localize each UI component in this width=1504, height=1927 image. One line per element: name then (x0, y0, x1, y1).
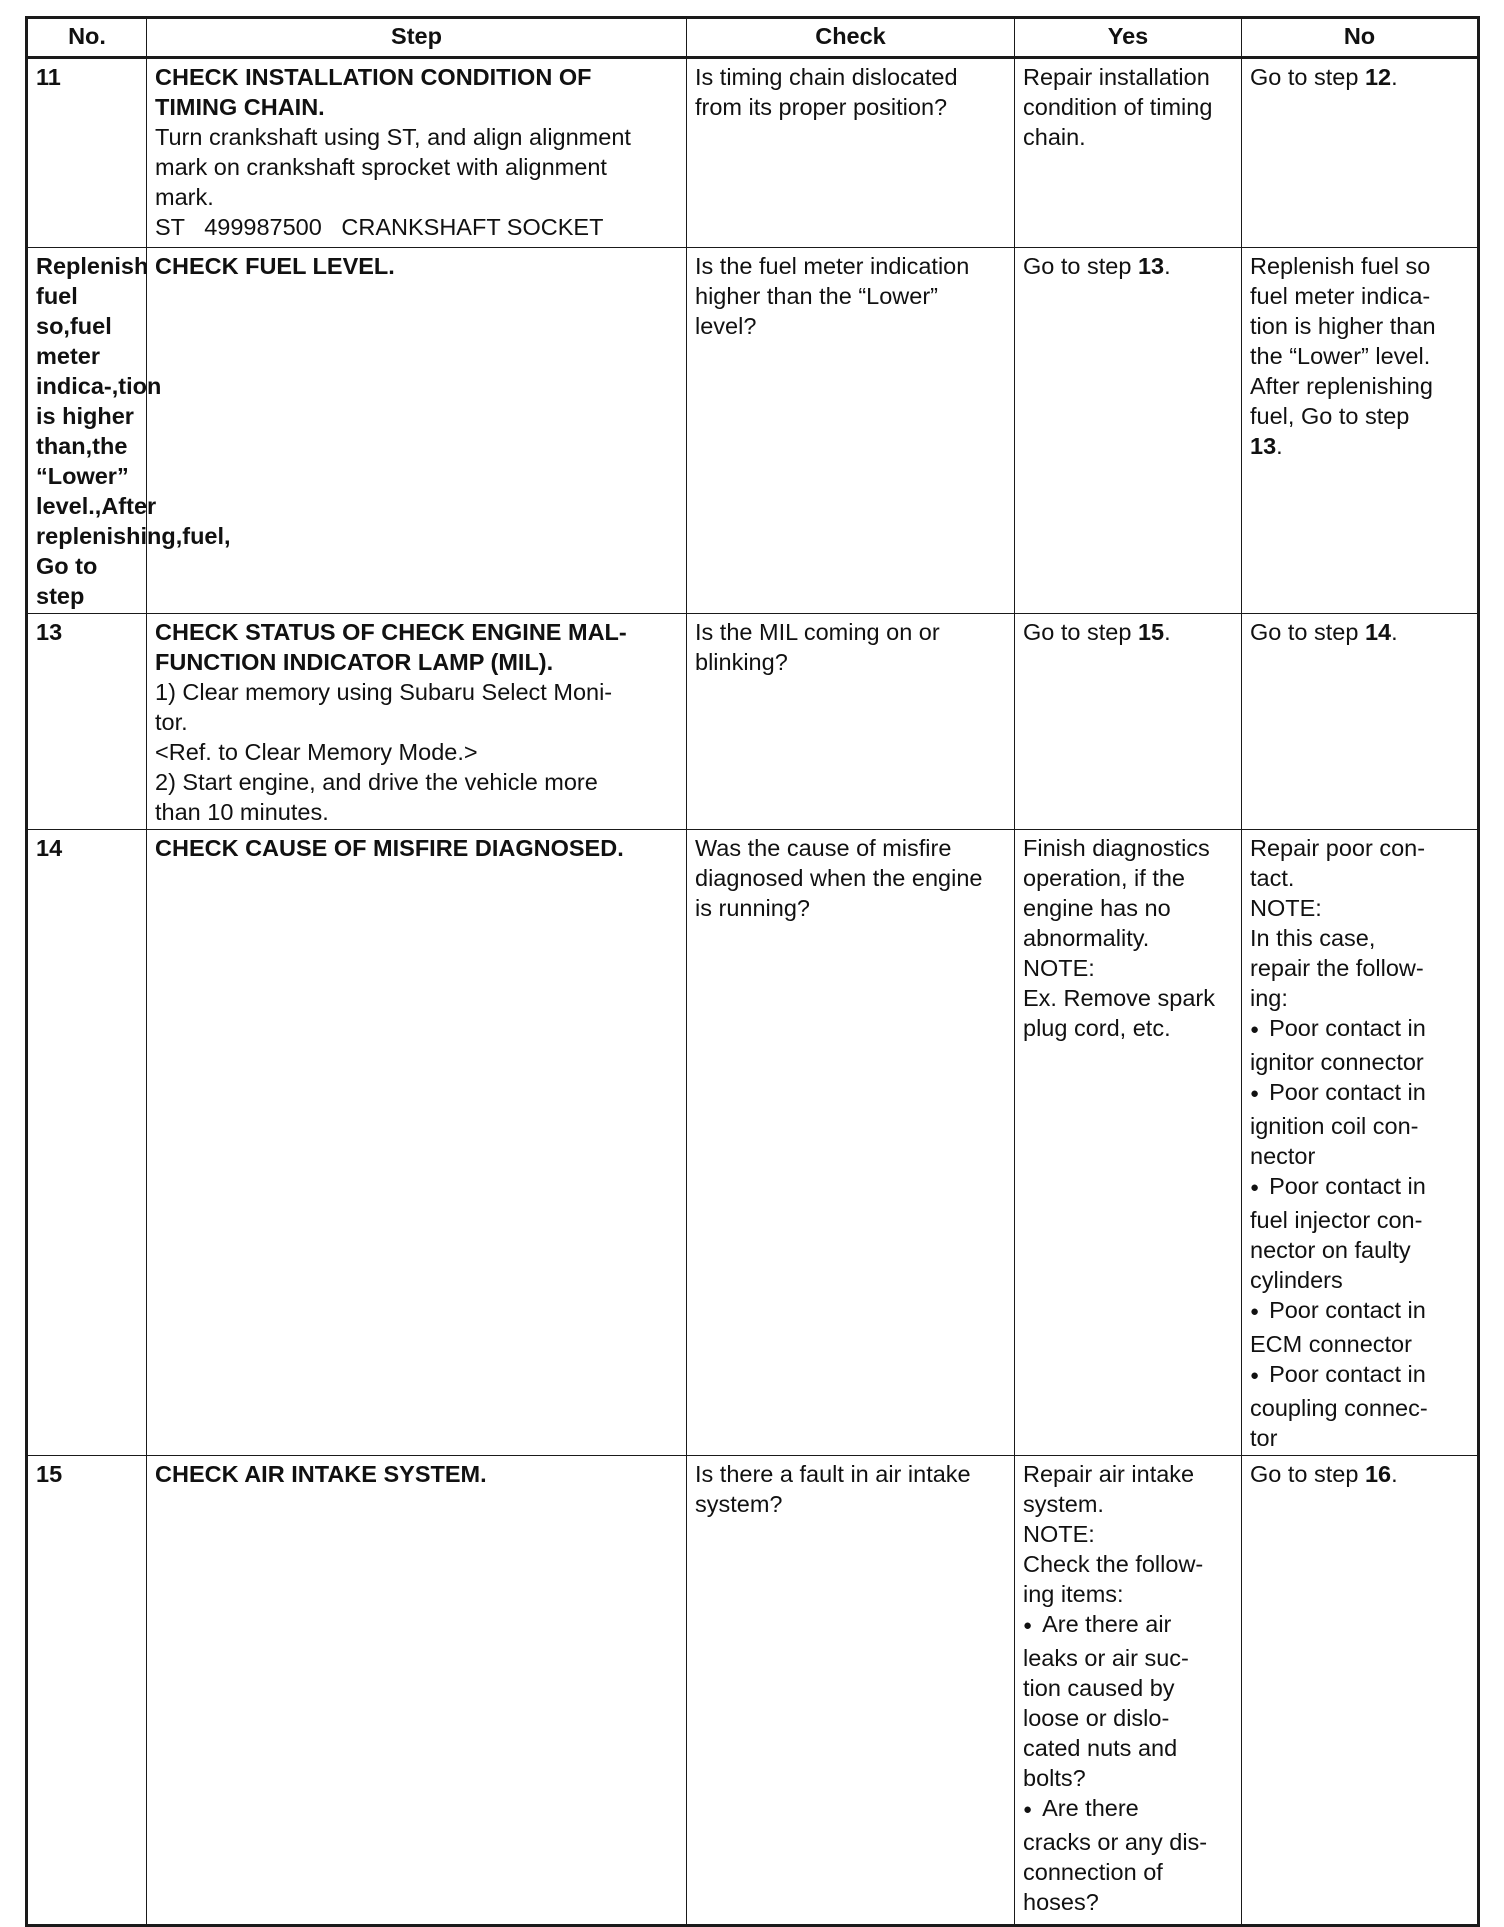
no-text: tact. (1250, 865, 1295, 891)
step-text: tor. (155, 709, 188, 735)
step-text: 1) Clear memory using Subaru Select Moni- (155, 679, 613, 705)
bullet-text: cated nuts and (1023, 1735, 1178, 1761)
header-no-result: No (1242, 18, 1479, 58)
check-text: Was the cause of misfire (695, 835, 952, 861)
step-reference: 13 (1250, 433, 1277, 459)
no-text: . (1391, 64, 1398, 90)
step-text: 2) Start engine, and drive the vehicle more (155, 769, 598, 795)
yes-text: Finish diagnostics (1023, 835, 1210, 861)
no-text: Go to step (1250, 64, 1365, 90)
yes-text: Check the follow- (1023, 1551, 1204, 1577)
bullet-item: ● Poor contact in (1250, 1077, 1469, 1111)
yes-text: Go to step (1023, 253, 1138, 279)
step-title: CHECK CAUSE OF MISFIRE DIAGNOSED. (155, 835, 624, 861)
check-text: system? (695, 1491, 783, 1517)
yes-text: NOTE: (1023, 955, 1095, 981)
no-action (1242, 1456, 1479, 1926)
bullet-text: fuel injector con- (1250, 1207, 1423, 1233)
step-number: 13 (27, 614, 147, 830)
no-text: fuel, Go to step (1250, 403, 1410, 429)
bullet-text: tion caused by (1023, 1675, 1175, 1701)
bullet-text: cylinders (1250, 1267, 1343, 1293)
step-reference: 15 (1137, 619, 1165, 645)
bullet-item: ● Poor contact in (1250, 1359, 1469, 1393)
check-text: Is the MIL coming on or (695, 619, 940, 645)
step-text: <Ref. to Clear Memory Mode.> (155, 739, 478, 765)
step-reference: 12 (1364, 64, 1392, 90)
step-title: TIMING CHAIN. (155, 94, 325, 120)
step-reference: 14 (1364, 619, 1392, 645)
table-row-12 (27, 248, 1479, 614)
check-text: diagnosed when the engine (695, 865, 983, 891)
yes-text: chain. (1023, 124, 1086, 150)
no-text: Go to step (1250, 619, 1365, 645)
step-title: CHECK INSTALLATION CONDITION OF (155, 64, 592, 90)
step-text: mark on crankshaft sprocket with alignment (155, 154, 607, 180)
yes-text: Go to step (1023, 619, 1138, 645)
header-row (27, 18, 1479, 58)
step-text: than 10 minutes. (155, 799, 329, 825)
bullet-text: ignitor connector (1250, 1049, 1424, 1075)
step-title: FUNCTION INDICATOR LAMP (MIL). (155, 649, 554, 675)
check-question (687, 614, 1015, 830)
header-check: Check (687, 18, 1015, 58)
yes-text: ing items: (1023, 1581, 1124, 1607)
step-text: ST 499987500 CRANKSHAFT SOCKET (155, 214, 604, 240)
header-no: No. (27, 18, 147, 58)
bullet-text: hoses? (1023, 1889, 1099, 1915)
no-text: the “Lower” level. (1250, 343, 1431, 369)
step-description (147, 1456, 687, 1926)
no-text: fuel meter indica- (1250, 283, 1431, 309)
bullet-text: ECM connector (1250, 1331, 1412, 1357)
bullet-text: nector (1250, 1143, 1316, 1169)
yes-text: . (1164, 253, 1171, 279)
bullet-text: bolts? (1023, 1765, 1086, 1791)
no-action (1242, 830, 1479, 1456)
check-text: is running? (695, 895, 810, 921)
bullet-text: cracks or any dis- (1023, 1829, 1208, 1855)
yes-text: system. (1023, 1491, 1104, 1517)
no-text: . (1391, 619, 1398, 645)
bullet-item: ● Poor contact in (1250, 1013, 1469, 1047)
step-description (147, 830, 687, 1456)
check-text: higher than the “Lower” (695, 283, 938, 309)
yes-text: operation, if the (1023, 865, 1185, 891)
no-text: Replenish fuel so (1250, 253, 1431, 279)
no-text: Go to step (1250, 1461, 1365, 1487)
bullet-text: tor (1250, 1425, 1278, 1451)
check-text: Is there a fault in air intake (695, 1461, 971, 1487)
check-text: level? (695, 313, 757, 339)
no-text: After replenishing (1250, 373, 1433, 399)
check-text: Is timing chain dislocated (695, 64, 958, 90)
bullet-text: ignition coil con- (1250, 1113, 1419, 1139)
step-number: 14 (27, 830, 147, 1456)
yes-text: abnormality. (1023, 925, 1150, 951)
step-description (147, 58, 687, 248)
yes-text: . (1164, 619, 1171, 645)
bullet-text: leaks or air suc- (1023, 1645, 1189, 1671)
table-row-15 (27, 1456, 1479, 1926)
bullet-text: coupling connec- (1250, 1395, 1428, 1421)
bullet-text: loose or dislo- (1023, 1705, 1170, 1731)
step-title: CHECK FUEL LEVEL. (155, 253, 395, 279)
header-yes: Yes (1015, 18, 1242, 58)
check-question (687, 830, 1015, 1456)
check-text: from its proper position? (695, 94, 948, 120)
no-text: In this case, (1250, 925, 1376, 951)
table-row-11 (27, 58, 1479, 248)
bullet-text: nector on faulty (1250, 1237, 1411, 1263)
yes-action (1015, 1456, 1242, 1926)
table-row-13 (27, 614, 1479, 830)
yes-action (1015, 248, 1242, 614)
header-step: Step (147, 18, 687, 58)
no-text: Repair poor con- (1250, 835, 1426, 861)
no-action (1242, 248, 1479, 614)
no-text: tion is higher than (1250, 313, 1436, 339)
check-text: blinking? (695, 649, 788, 675)
check-text: Is the fuel meter indication (695, 253, 970, 279)
no-text: NOTE: (1250, 895, 1322, 921)
yes-action (1015, 830, 1242, 1456)
yes-text: Ex. Remove spark (1023, 985, 1215, 1011)
bullet-item: ● Poor contact in (1250, 1171, 1469, 1205)
bullet-item: ● Are there (1023, 1793, 1233, 1827)
no-action (1242, 614, 1479, 830)
no-text: . (1391, 1461, 1398, 1487)
step-reference: 13 (1137, 253, 1165, 279)
no-action (1242, 58, 1479, 248)
bullet-item: ● Are there air (1023, 1609, 1233, 1643)
yes-action (1015, 614, 1242, 830)
yes-text: condition of timing (1023, 94, 1213, 120)
no-text: ing: (1250, 985, 1288, 1011)
yes-text: Repair air intake (1023, 1461, 1195, 1487)
diagnostic-table (25, 16, 1480, 1927)
table-row-14 (27, 830, 1479, 1456)
step-text: mark. (155, 184, 214, 210)
no-text: . (1276, 433, 1283, 459)
step-description (147, 248, 687, 614)
yes-action (1015, 58, 1242, 248)
yes-text: NOTE: (1023, 1521, 1095, 1547)
step-description (147, 614, 687, 830)
step-number: 11 (27, 58, 147, 248)
step-reference: 16 (1364, 1461, 1392, 1487)
step-text: Turn crankshaft using ST, and align alignment (155, 124, 631, 150)
check-question (687, 248, 1015, 614)
check-question (687, 1456, 1015, 1926)
check-question (687, 58, 1015, 248)
step-number: 15 (27, 1456, 147, 1926)
yes-text: engine has no (1023, 895, 1171, 921)
bullet-text: connection of (1023, 1859, 1163, 1885)
step-title: CHECK AIR INTAKE SYSTEM. (155, 1461, 487, 1487)
step-number: Replenish fuel so,fuel meter indica-,tion is higher than,the “Lower” level.,After replenishing,fuel, Go to step (27, 248, 147, 614)
bullet-item: ● Poor contact in (1250, 1295, 1469, 1329)
no-text: repair the follow- (1250, 955, 1424, 981)
yes-text: plug cord, etc. (1023, 1015, 1171, 1041)
step-title: CHECK STATUS OF CHECK ENGINE MAL- (155, 619, 627, 645)
yes-text: Repair installation (1023, 64, 1210, 90)
